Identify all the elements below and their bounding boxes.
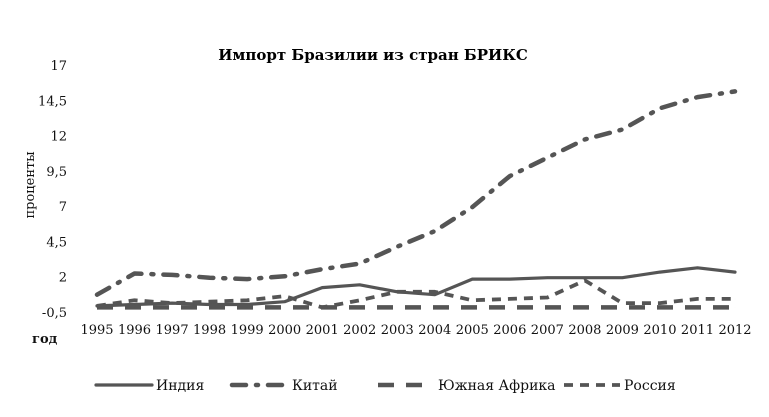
y-tick-label: 7 <box>58 200 67 216</box>
data-point <box>134 307 135 308</box>
data-point <box>209 277 210 278</box>
data-point <box>547 297 548 298</box>
legend-label: Китай <box>292 378 338 394</box>
data-point <box>284 276 285 277</box>
x-tick-label: 2007 <box>530 323 564 338</box>
legend-label: Южная Африка <box>438 378 556 394</box>
data-point <box>697 267 698 268</box>
data-point <box>697 298 698 299</box>
x-tick-label: 1997 <box>155 323 189 338</box>
data-point <box>584 139 585 140</box>
data-point <box>209 307 210 308</box>
data-point <box>734 307 735 308</box>
x-tick-label: 2001 <box>305 323 339 338</box>
data-point <box>397 291 398 292</box>
x-tick-label: 2005 <box>455 323 489 338</box>
x-tick-label: 1996 <box>117 323 152 338</box>
data-point <box>284 307 285 308</box>
x-tick-label: 1999 <box>230 323 264 338</box>
data-point <box>209 304 210 305</box>
data-point <box>434 291 435 292</box>
data-point <box>472 300 473 301</box>
data-point <box>509 175 510 176</box>
data-point <box>472 279 473 280</box>
y-tick-label: -0,5 <box>41 306 67 321</box>
x-tick-label: 2011 <box>680 323 715 338</box>
data-point <box>659 271 660 272</box>
x-tick-label: 2002 <box>343 323 377 338</box>
data-point <box>622 307 623 308</box>
data-point <box>134 304 135 305</box>
x-tick-label: 2006 <box>493 323 527 338</box>
data-point <box>659 108 660 109</box>
x-tick-label: 2008 <box>568 323 602 338</box>
data-point <box>434 307 435 308</box>
series-line-2 <box>97 91 735 294</box>
legend-label: Россия <box>624 378 676 394</box>
x-axis-label: год <box>32 332 58 347</box>
x-tick-label: 2012 <box>718 323 752 338</box>
x-tick-label: 1998 <box>193 323 227 338</box>
data-point <box>247 279 248 280</box>
data-point <box>134 300 135 301</box>
data-point <box>96 294 97 295</box>
data-point <box>547 277 548 278</box>
data-point <box>584 277 585 278</box>
data-point <box>622 303 623 304</box>
data-point <box>359 307 360 308</box>
data-point <box>622 277 623 278</box>
y-tick-label: 12 <box>50 129 67 145</box>
data-point <box>322 307 323 308</box>
data-point <box>622 129 623 130</box>
y-ticks <box>38 59 67 321</box>
data-point <box>134 273 135 274</box>
y-tick-label: 2 <box>58 270 67 286</box>
data-point <box>734 271 735 272</box>
data-point <box>472 207 473 208</box>
x-tick-label: 1995 <box>80 323 114 338</box>
data-point <box>96 305 97 306</box>
legend-label: Индия <box>156 378 205 394</box>
data-point <box>509 307 510 308</box>
chart-title: Импорт Бразилии из стран БРИКС <box>218 46 528 64</box>
data-point <box>659 307 660 308</box>
x-tick-label: 2010 <box>643 323 677 338</box>
data-point <box>734 298 735 299</box>
x-tick-label: 2003 <box>380 323 414 338</box>
x-tick-label: 2004 <box>418 323 452 338</box>
data-point <box>434 294 435 295</box>
data-point <box>697 96 698 97</box>
data-point <box>359 263 360 264</box>
data-point <box>322 287 323 288</box>
y-axis-label: проценты <box>23 151 38 219</box>
y-tick-label: 9,5 <box>46 164 67 180</box>
data-point <box>509 279 510 280</box>
data-point <box>547 157 548 158</box>
data-point <box>547 307 548 308</box>
series-line-1 <box>97 268 735 306</box>
data-point <box>584 280 585 281</box>
data-point <box>247 300 248 301</box>
data-point <box>472 307 473 308</box>
y-tick-label: 4,5 <box>46 235 67 251</box>
data-point <box>434 231 435 232</box>
legend <box>96 378 676 394</box>
data-point <box>209 301 210 302</box>
data-point <box>171 307 172 308</box>
data-point <box>734 91 735 92</box>
data-point <box>359 284 360 285</box>
data-point <box>284 295 285 296</box>
x-tick-label: 2000 <box>268 323 302 338</box>
y-tick-label: 17 <box>50 59 67 74</box>
data-point <box>247 307 248 308</box>
y-tick-label: 14,5 <box>38 94 67 110</box>
data-point <box>171 274 172 275</box>
data-point <box>359 300 360 301</box>
series-lines <box>96 91 735 308</box>
data-point <box>284 301 285 302</box>
data-point <box>509 298 510 299</box>
data-point <box>247 304 248 305</box>
data-point <box>659 303 660 304</box>
data-point <box>584 307 585 308</box>
data-point <box>397 307 398 308</box>
data-point <box>397 246 398 247</box>
data-point <box>322 269 323 270</box>
data-point <box>697 307 698 308</box>
x-tick-label: 2009 <box>605 323 639 338</box>
data-point <box>171 303 172 304</box>
x-ticks <box>80 323 751 338</box>
